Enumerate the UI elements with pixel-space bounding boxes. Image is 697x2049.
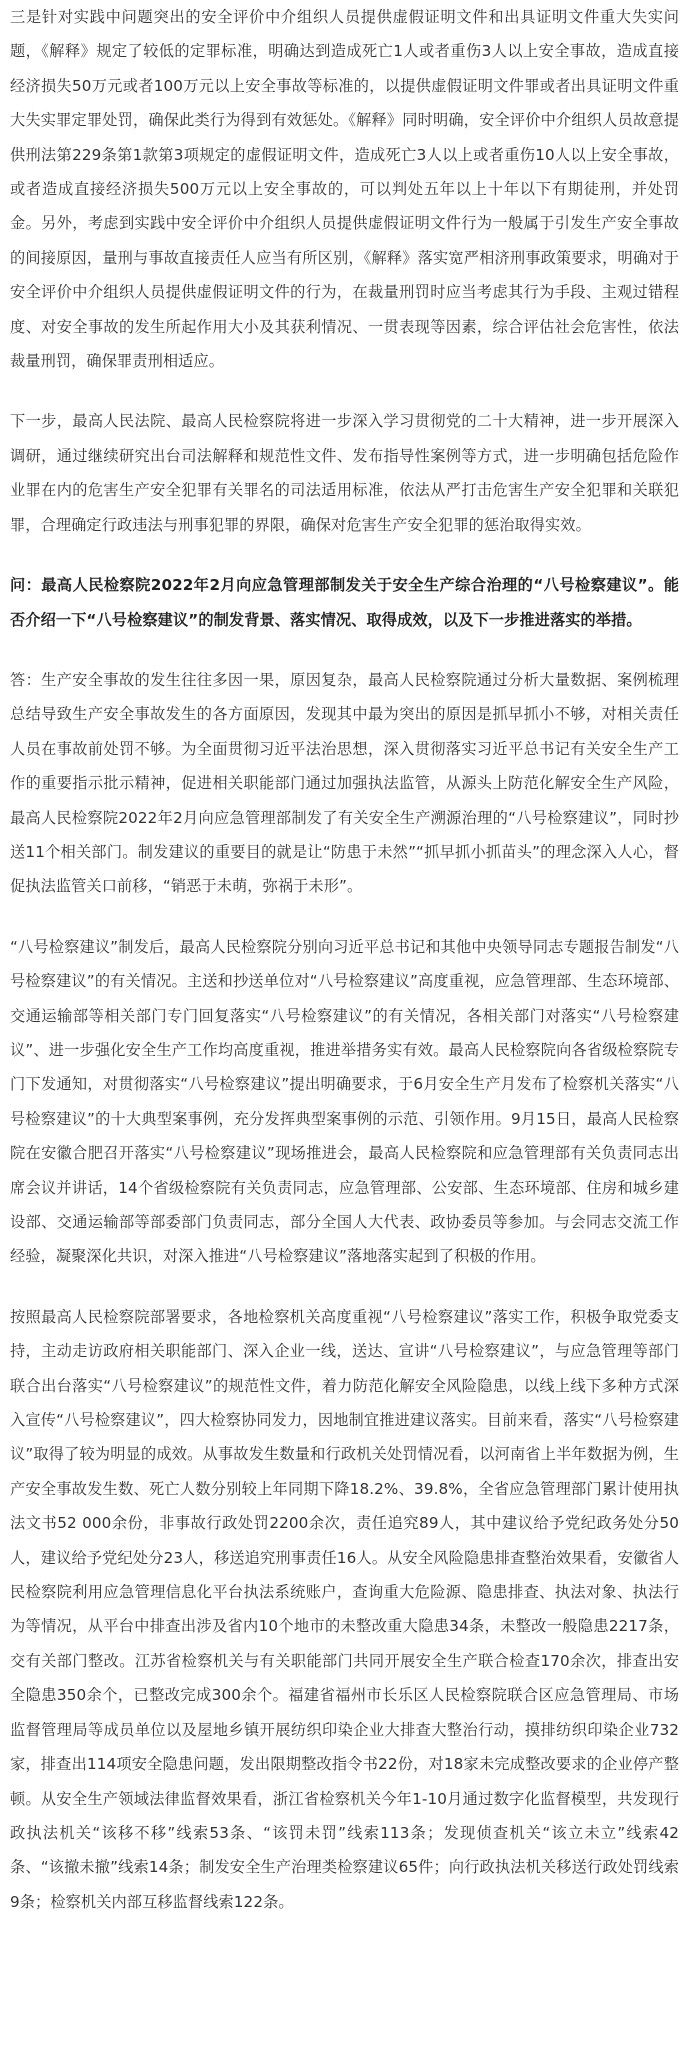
paragraph-spacer [10, 542, 679, 568]
paragraph-next-steps: 下一步，最高人民法院、最高人民检察院将进一步深入学习贯彻党的二十大精神，进一步开展深入调研，通过继续研究出台司法解释和规范性文件、发布指导性案例等方式，进一步明确包括危险作业罪在内的危害生产安全犯罪有关罪名的司法适用标准，依法从严打击危害生产安全犯罪和关联犯罪，合理确定行政违法与刑事犯罪的界限，确保对危害生产安全犯罪的惩治取得实效。 [10, 412, 679, 534]
paragraph-evaluation-agency: 三是针对实践中问题突出的安全评价中介组织人员提供虚假证明文件和出具证明文件重大失实问题，《解释》规定了较低的定罪标准，明确达到造成死亡1人或者重伤3人以上安全事故，造成直接经济损失50万元或者100万元以上安全事故等标准的，以提供虚假证明文件罪或者出具证明文件重大失实罪定罪处罚，确保此类行为得到有效惩处。《解释》同时明确，安全评价中介组织人员故意提供刑法第229条第1款第3项规定的虚假证明文件，造成死亡3人以上或者重伤10人以上安全事故，或者造成直接经济损失500万元以上安全事故的，可以判处五年以上十年以下有期徒刑，并处罚金。另外，考虑到实践中安全评价中介组织人员提供虚假证明文件行为一般属于引发生产安全事故的间接原因，量刑与事故直接责任人应当有所区别，《解释》落实宽严相济刑事政策要求，明确对于安全评价中介组织人员提供虚假证明文件的行为，在裁量刑罚时应当考虑其行为手段、主观过错程度、对安全事故的发生所起作用大小及其获利情况、一贯表现等因素，综合评估社会危害性，依法裁量刑罚，确保罪责刑相适应。 [10, 8, 679, 371]
paragraph-answer-background: 答：生产安全事故的发生往往多因一果，原因复杂，最高人民检察院通过分析大量数据、案例梳理总结导致生产安全事故发生的各方面原因，发现其中最为突出的原因是抓早抓小不够，对相关责任人员在事故前处罚不够。为全面贯彻习近平法治思想，深入贯彻落实习近平总书记有关安全生产工作的重要指示批示精神，促进相关职能部门通过加强执法监管，从源头上防范化解安全生产风险，最高人民检察院2022年2月向应急管理部制发了有关安全生产溯源治理的“八号检察建议”，同时抄送11个相关部门。制发建议的重要目的就是让“防患于未然”“抓早抓小抓苗头”的理念深入人心，督促执法监管关口前移，“销恶于未萌，弥祸于未形”。 [10, 670, 679, 896]
paragraph-spacer [10, 904, 679, 930]
paragraph-spacer [10, 1274, 679, 1300]
question-heading: 问：最高人民检察院2022年2月向应急管理部制发关于安全生产综合治理的“八号检察建议”。能否介绍一下“八号检察建议”的制发背景、落实情况、取得成效，以及下一步推进落实的举措。 [10, 576, 679, 629]
paragraph-spacer [10, 637, 679, 663]
paragraph-implementation: “八号检察建议”制发后，最高人民检察院分别向习近平总书记和其他中央领导同志专题报告制发“八号检察建议”的有关情况。主送和抄送单位对“八号检察建议”高度重视，应急管理部、生态环境部、交通运输部等相关部门专门回复落实“八号检察建议”的有关情况，各相关部门对落实“八号检察建议”、进一步强化安全生产工作均高度重视，推进举措务实有效。最高人民检察院向各省级检察院专门下发通知，对贯彻落实“八号检察建议”提出明确要求，于6月安全生产月发布了检察机关落实“八号检察建议”的十大典型案事例，充分发挥典型案事例的示范、引领作用。9月15日，最高人民检察院在安徽合肥召开落实“八号检察建议”现场推进会，最高人民检察院和应急管理部有关负责同志出席会议并讲话，14个省级检察院有关负责同志，应急管理部、公安部、生态环境部、住房和城乡建设部、交通运输部等部委部门负责同志，部分全国人大代表、政协委员等参加。与会同志交流工作经验，凝聚深化共识，对深入推进“八号检察建议”落地落实起到了积极的作用。 [10, 937, 679, 1266]
paragraph-results: 按照最高人民检察院部署要求，各地检察机关高度重视“八号检察建议”落实工作，积极争取党委支持，主动走访政府相关职能部门、深入企业一线，送达、宣讲“八号检察建议”，与应急管理等部门联合出台落实“八号检察建议”的规范性文件，着力防范化解安全风险隐患，以线上线下多种方式深入宣传“八号检察建议”，四大检察协同发力，因地制宜推进建议落实。目前来看，落实“八号检察建议”取得了较为明显的成效。从事故发生数量和行政机关处罚情况看，以河南省上半年数据为例，生产安全事故发生数、死亡人数分别较上年同期下降18.2%、39.8%，全省应急管理部门累计使用执法文书52 000余份，非事故行政处罚2200余次，责任追究89人，其中建议给予党纪政务处分50人，建议给予党纪处分23人，移送追究刑事责任16人。从安全风险隐患排查整治效果看，安徽省人民检察院利用应急管理信息化平台执法系统账户，查询重大危险源、隐患排查、执法对象、执法行为等情况，从平台中排查出涉及省内10个地市的未整改重大隐患34条，未整改一般隐患2217条，交有关部门整改。江苏省检察机关与有关职能部门共同开展安全生产联合检查170余次，排查出安全隐患350余个，已整改完成300余个。福建省福州市长乐区人民检察院联合区应急管理局、市场监督管理局等成员单位以及屋地乡镇开展纺织印染企业大排查大整治行动，摸排纺织印染企业732家，排查出114项安全隐患问题，发出限期整改指令书22份，对18家未完成整改要求的企业停产整顿。从安全生产领域法律监督效果看，浙江省检察机关今年1-10月通过数字化监督模型，共发现行政执法机关“该移不移”线索53条、“该罚未罚”线索113条；发现侦查机关“该立未立”线索42条、“该撤未撤”线索14条；制发安全生产治理类检察建议65件；向行政执法机关移送行政处罚线索9条；检察机关内部互移监督线索122条。 [10, 1307, 679, 1911]
paragraph-spacer [10, 378, 679, 404]
